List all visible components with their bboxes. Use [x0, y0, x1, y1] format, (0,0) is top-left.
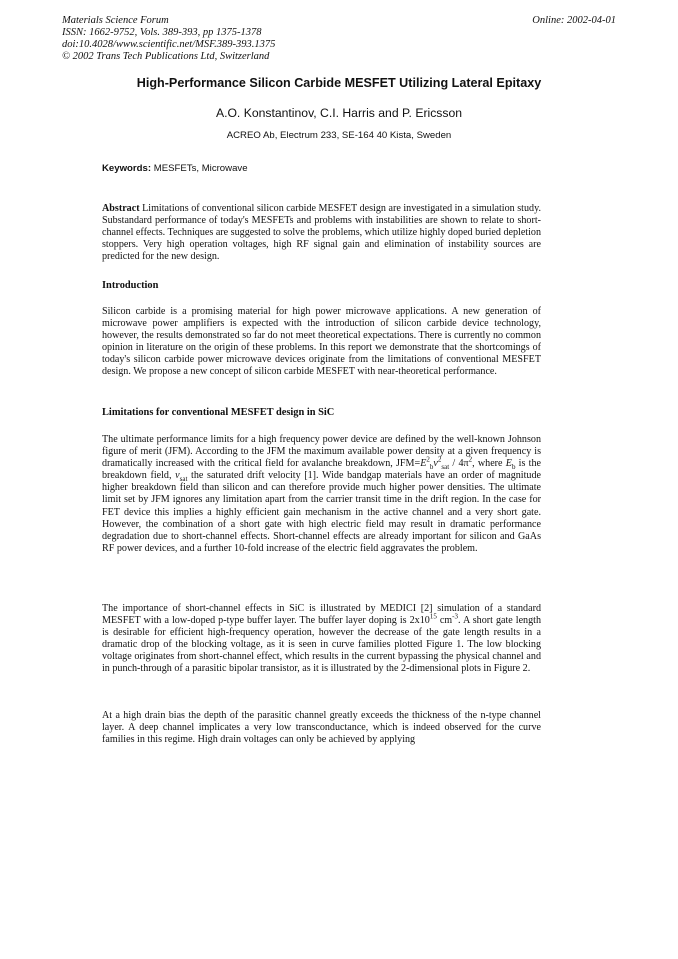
abstract-text: Limitations of conventional silicon carbide MESFET design are investigated in a simulation study. Substandard performance of today's MESFETs and problems with instabilities are shown to relate to short-channel effects. Techniques are suggested to solve the problems, which utilize highly doped buried depletion stoppers. Very high operation voltages, high RF signal gain and elimination of instability sources are predicted for the new design. [102, 203, 541, 263]
eb-e: E [505, 458, 512, 470]
p2-text-a: The importance of short-channel effects in SiC is illustrated by MEDICI [2] simulation of a standard MESFET with a low-doped p-type buffer layer. The buffer layer doping is 2x10 [102, 603, 541, 627]
formula-v: v [433, 458, 438, 470]
limits-paragraph-2 [102, 603, 541, 676]
keywords-label: Keywords: [102, 163, 152, 174]
abstract-label: Abstract [102, 203, 140, 214]
intro-paragraph: Silicon carbide is a promising material for high power microwave applications. A new generation of microwave power amplifiers is expected with the introduction of silicon carbide device technology, however, the results demonstrated so far do not meet theoretical expectations. There is currently no common opinion in literature on the origin of these problems. In this report we demonstrate that the shortcomings of today's silicon carbide power microwave devices originate from the limitations of conventional MESFET design. We propose a new concept of silicon carbide MESFET with near-theoretical performance. [102, 306, 541, 378]
keywords [102, 163, 248, 174]
p1-text-d: the saturated drift velocity [1]. Wide bandgap materials have an order of magnitude higher breakdown field than silicon and can therefore provide much higher power densities. The ultimate limit set by JFM ignores any limitation apart from the carrier transit time in the drift region. In the case for FET device this implies a highly efficient gain mechanism in the active channel and a very short gate. However, the combination of a short gate with high electric field may result in dramatic performance degradation due to short-channel effects. Short-channel effects are already important for silicon and GaAs RF power devices, and a further 10-fold increase of the electric field aggravates the problem. [102, 470, 541, 554]
formula-exp-2c: 2 [468, 455, 473, 464]
p1-text-a: The ultimate performance limits for a high frequency power device are defined by the well-known Johnson figure of merit (JFM). According to the JFM the maximum available power density at a given frequency is dramatically increased with the critical field for avalanche breakdown, JFM= [102, 434, 541, 470]
keywords-text: MESFETs, Microwave [153, 163, 248, 174]
formula-sub-sat: sat [441, 463, 450, 472]
p1-text-b: , where [472, 458, 506, 470]
paper-title: High-Performance Silicon Carbide MESFET Utilizing Lateral Epitaxy [136, 76, 542, 90]
vsat-sub: sat [179, 475, 188, 484]
online-date: Online: 2002-04-01 [532, 15, 616, 26]
vsat-v: v [175, 470, 180, 482]
intro-heading: Introduction [102, 280, 159, 291]
copyright: © 2002 Trans Tech Publications Ltd, Switzerland [62, 51, 270, 62]
limits-paragraph-1 [102, 434, 541, 555]
p2-exp2: -3 [452, 612, 459, 621]
formula-exp-2a: 2 [426, 455, 430, 464]
formula-exp-2b: 2 [437, 455, 442, 464]
abstract [102, 203, 541, 263]
issn: ISSN: 1662-9752, Vols. 389-393, pp 1375-1378 [62, 27, 262, 38]
limits-heading: Limitations for conventional MESFET design in SiC [102, 407, 335, 418]
p1-text-c: is the breakdown field, [102, 458, 541, 482]
affiliation: ACREO Ab, Electrum 233, SE-164 40 Kista, Sweden [226, 130, 452, 141]
doi: doi:10.4028/www.scientific.net/MSF.389-393.1375 [62, 39, 276, 50]
formula-div: / 4π [449, 458, 469, 470]
limits-paragraph-3: At a high drain bias the depth of the parasitic channel greatly exceeds the thickness of the n-type channel layer. A deep channel implicates a very low transconductance, which is indeed observed for the curve families in this regime. High drain voltages can only be achieved by applying [102, 710, 541, 746]
formula-sub-b: b [429, 463, 434, 472]
journal-header [62, 15, 622, 63]
p2-exp: 15 [429, 612, 437, 621]
p2-text-c: . A short gate length is desirable for efficient high-frequency operation, however the decrease of the gate length results in a dramatic drop of the blocking voltage, as it is seen in curve families plotted Figure 1. The low blocking voltage originates from short-channel effect, which results in the current bypassing the physical channel and in punch-through of a parasitic bipolar transistor, as it is illustrated by the 2-dimensional plots in Figure 2. [102, 615, 541, 675]
authors: A.O. Konstantinov, C.I. Harris and P. Ericsson [215, 106, 463, 120]
p2-text-b: cm [436, 615, 453, 627]
formula-e: E [420, 458, 427, 470]
eb-b: b [511, 463, 516, 472]
journal-name: Materials Science Forum [62, 15, 169, 26]
